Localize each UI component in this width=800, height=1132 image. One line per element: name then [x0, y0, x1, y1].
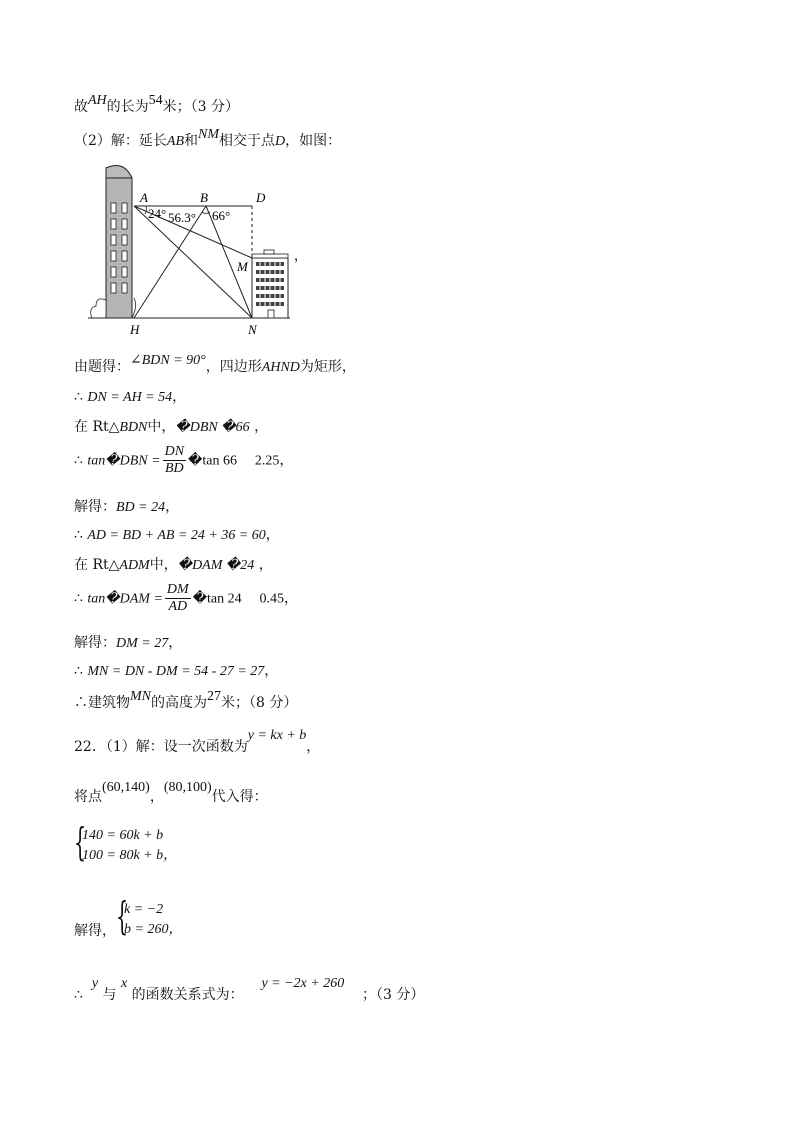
tan-dbn-line: ∴ tan�DBN = $\frac{DN}{BD}$ �tan 66 2.25，	[74, 444, 294, 476]
angle-66: 66°	[212, 208, 231, 223]
dn-line: ∴ DN = AH = 54，	[74, 389, 187, 405]
label-m: M	[237, 259, 248, 274]
solve-label: 解得，	[74, 923, 116, 939]
dm-solve-line: 解得：DM = 27，	[74, 635, 183, 651]
label-b: B	[200, 190, 208, 205]
function-relation-line: ∴ y 与 x 的函数关系式为： y = −2x + 260 ；（3 分）	[74, 976, 425, 1003]
rt-bdn-line: 在 Rt△BDN中，�DBN �66 ，	[74, 419, 269, 435]
tan-dam-line: ∴ tan�DAM = $\frac{DM}{AD}$ �tan 24 0.45，	[74, 582, 298, 614]
bd-solve-line: 解得：BD = 24，	[74, 499, 180, 515]
q22-intro-line: 22．（1）解：设一次函数为y = kx + b，	[74, 728, 321, 755]
figure-comma: ，	[294, 248, 308, 263]
part2-intro-line: （2）解：延长AB和NM相交于点D，如图：	[74, 127, 342, 149]
rt-adm-line: 在 Rt△ADM中，�DAM �24 ，	[74, 557, 273, 573]
answer-line-ah: 故AH的长为54米；（3 分）	[74, 93, 240, 115]
ad-line: ∴ AD = BD + AB = 24 + 36 = 60，	[74, 527, 280, 543]
rectangle-line: 由题得：∠BDN = 90°，四边形AHND为矩形，	[74, 353, 356, 375]
label-d: D	[256, 190, 266, 205]
label-n: N	[248, 322, 257, 337]
equation-system-1: { 140 = 60k + b 100 = 80k + b，	[74, 820, 178, 864]
label-h: H	[130, 322, 140, 337]
equation-system-2: { k = −2 b = 260，	[116, 894, 183, 938]
angle-56-3: 56.3°	[168, 210, 196, 225]
fraction-dn-bd: $\frac{DN}{BD}$	[164, 444, 185, 476]
geometry-figure	[84, 158, 314, 338]
fraction-dm-ad: $\frac{DM}{AD}$	[166, 582, 189, 614]
points-line: 将点(60,140)，(80,100)代入得：	[74, 780, 268, 805]
mn-line: ∴ MN = DN - DM = 54 - 27 = 27，	[74, 663, 279, 679]
mn-height-line: ∴建筑物MN的高度为27米；（8 分）	[74, 689, 298, 711]
angle-24: 24°	[148, 206, 167, 221]
label-a: A	[140, 190, 148, 205]
